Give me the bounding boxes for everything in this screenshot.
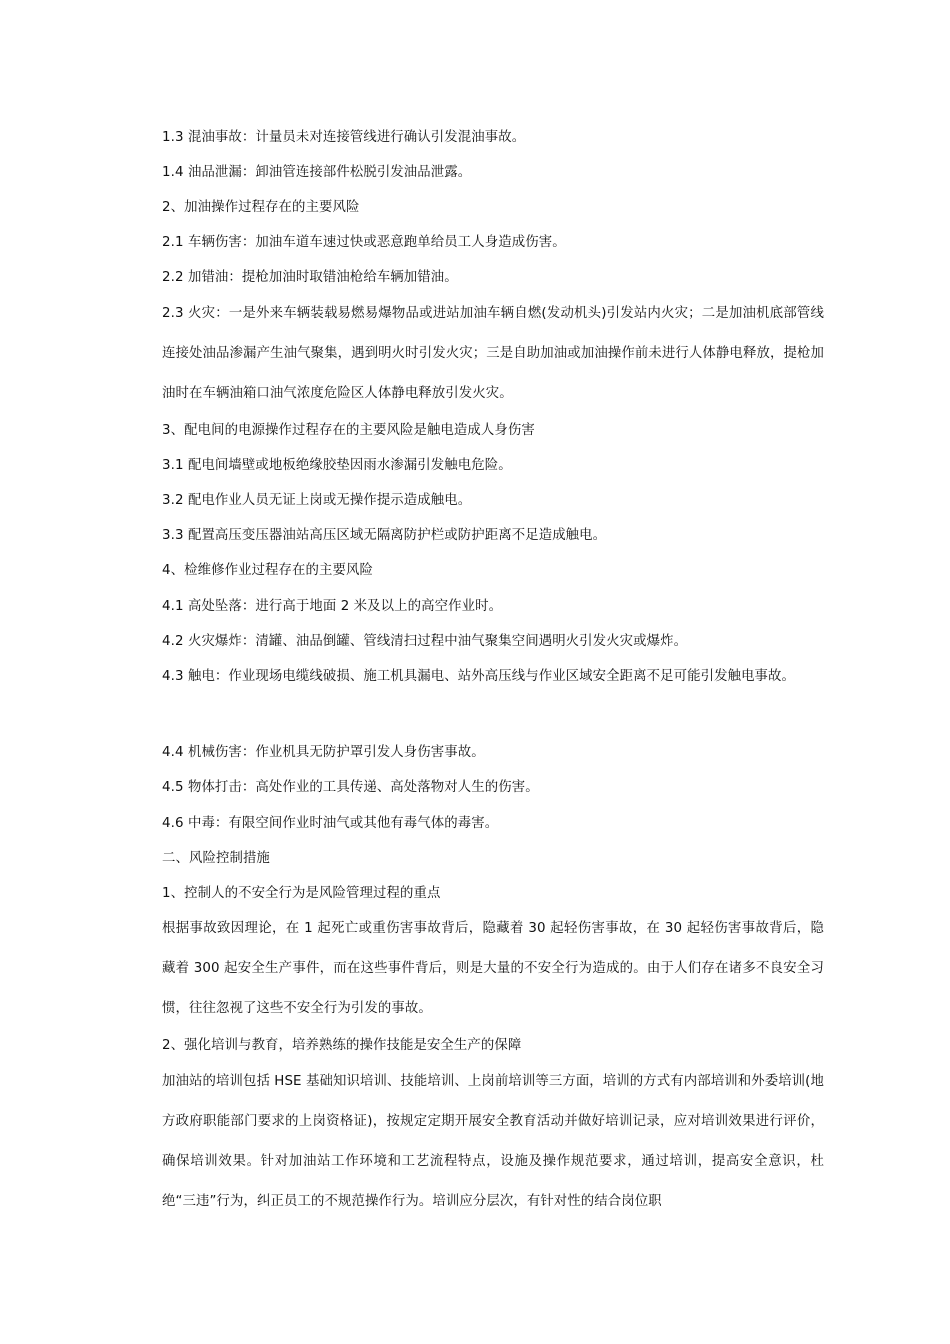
paragraph-2-1: 2.1 车辆伤害：加油车道车速过快或恶意跑单给员工人身造成伤害。: [162, 235, 566, 250]
paragraph-1-4: 1.4 油品泄漏：卸油管连接部件松脱引发油品泄露。: [162, 165, 472, 180]
paragraph-4-1: 4.1 高处坠落：进行高于地面 2 米及以上的高空作业时。: [162, 599, 503, 614]
paragraph-3-3: 3.3 配置高压变压器油站高压区域无隔离防护栏或防护距离不足造成触电。: [162, 528, 607, 543]
paragraph-3-2: 3.2 配电作业人员无证上岗或无操作提示造成触电。: [162, 493, 472, 508]
paragraph-4-5: 4.5 物体打击：高处作业的工具传递、高处落物对人生的伤害。: [162, 780, 539, 795]
paragraph-4-4: 4.4 机械伤害：作业机具无防护罩引发人身伤害事故。: [162, 745, 485, 760]
paragraph-4-6: 4.6 中毒：有限空间作业时油气或其他有毒气体的毒害。: [162, 816, 499, 831]
section-heading-2: 二、风险控制措施: [162, 851, 270, 866]
paragraph-2-2: 2.2 加错油：提枪加油时取错油枪给车辆加错油。: [162, 270, 458, 285]
heading-2: 2、加油操作过程存在的主要风险: [162, 200, 360, 215]
heading-control-2: 2、强化培训与教育，培养熟练的操作技能是安全生产的保障: [162, 1038, 522, 1053]
heading-control-1: 1、控制人的不安全行为是风险管理过程的重点: [162, 886, 441, 901]
paragraph-4-2: 4.2 火灾爆炸：清罐、油品倒罐、管线清扫过程中油气聚集空间遇明火引发火灾或爆炸。: [162, 634, 688, 649]
paragraph-control-1: 根据事故致因理论，在 1 起死亡或重伤害事故背后，隐藏着 30 起轻伤害事故，在 30 起轻伤害事故背后，隐藏着 300 起安全生产事件，而在这些事件背后，则是大量的不安全行为造成的。由于人们存在诸多不良安全习惯，往往忽视了这些不安全行为引发的事故。: [162, 921, 824, 1016]
paragraph-2-3: 2.3 火灾：一是外来车辆装载易燃易爆物品或进站加油车辆自燃(发动机头)引发站内火灾；二是加油机底部管线连接处油品渗漏产生油气聚集，遇到明火时引发火灾；三是自助加油或加油操作前未进行人体静电释放，提枪加油时在车辆油箱口油气浓度危险区人体静电释放引发火灾。: [162, 306, 824, 401]
paragraph-1-3: 1.3 混油事故：计量员未对连接管线进行确认引发混油事故。: [162, 130, 526, 145]
heading-3: 3、配电间的电源操作过程存在的主要风险是触电造成人身伤害: [162, 423, 535, 438]
paragraph-4-3: 4.3 触电：作业现场电缆线破损、施工机具漏电、站外高压线与作业区域安全距离不足可能引发触电事故。: [162, 669, 796, 684]
paragraph-control-2: 加油站的培训包括 HSE 基础知识培训、技能培训、上岗前培训等三方面，培训的方式有内部培训和外委培训(地方政府职能部门要求的上岗资格证)，按规定定期开展安全教育活动并做好培训记录，应对培训效果进行评价，确保培训效果。针对加油站工作环境和工艺流程特点，设施及操作规范要求，通过培训，提高安全意识，杜绝“三违”行为，纠正员工的不规范操作行为。培训应分层次，有针对性的结合岗位职: [162, 1074, 824, 1209]
paragraph-3-1: 3.1 配电间墙壁或地板绝缘胶垫因雨水渗漏引发触电危险。: [162, 458, 512, 473]
heading-4: 4、检维修作业过程存在的主要风险: [162, 563, 373, 578]
